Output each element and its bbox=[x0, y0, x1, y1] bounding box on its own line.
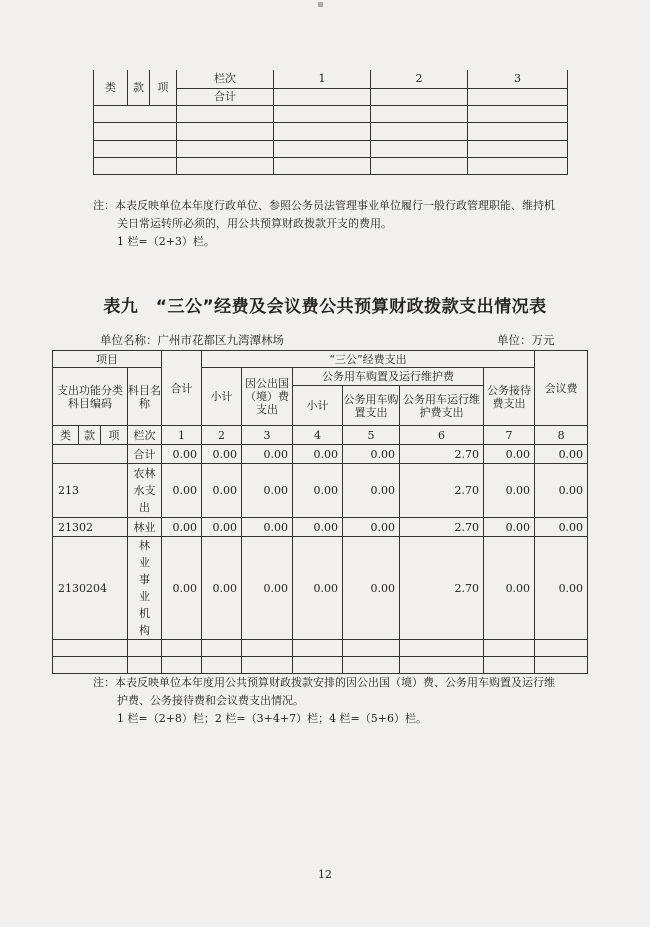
name-cell: 合计 bbox=[128, 445, 162, 464]
col-number: 8 bbox=[535, 426, 588, 445]
header-yingong: 因公出国（境）费支出 bbox=[242, 368, 293, 426]
note-line: 护费、公务接待费和会议费支出情况。 bbox=[117, 694, 304, 707]
note-line: 1 栏=（2+3）栏。 bbox=[117, 235, 215, 248]
value-cell: 0.00 bbox=[293, 537, 343, 640]
header-xiang: 项 bbox=[101, 426, 128, 445]
value-cell: 0.00 bbox=[242, 537, 293, 640]
header-xiangmu: 项目 bbox=[53, 351, 162, 368]
table-row bbox=[53, 657, 588, 674]
col-number: 1 bbox=[162, 426, 202, 445]
header-kuan: 款 bbox=[79, 426, 101, 445]
value-cell: 0.00 bbox=[162, 445, 202, 464]
col-number: 6 bbox=[400, 426, 484, 445]
value-cell: 2.70 bbox=[400, 537, 484, 640]
table-8-note bbox=[93, 197, 583, 251]
name-cell: 林业 bbox=[128, 518, 162, 537]
header-xiaoji: 小计 bbox=[202, 368, 242, 426]
note-line: 1 栏=（2+8）栏；2 栏=（3+4+7）栏；4 栏=（5+6）栏。 bbox=[117, 712, 427, 725]
value-cell: 0.00 bbox=[202, 445, 242, 464]
value-cell: 0.00 bbox=[293, 518, 343, 537]
table-9-note bbox=[93, 674, 593, 728]
value-cell: 0.00 bbox=[484, 464, 535, 518]
table-row bbox=[94, 105, 568, 122]
value-cell: 0.00 bbox=[343, 537, 400, 640]
value-cell: 0.00 bbox=[535, 445, 588, 464]
value-cell: 0.00 bbox=[484, 518, 535, 537]
empty-cell bbox=[371, 88, 468, 105]
value-cell: 0.00 bbox=[242, 445, 293, 464]
value-cell: 0.00 bbox=[242, 464, 293, 518]
col-number: 5 bbox=[343, 426, 400, 445]
col-number: 3 bbox=[242, 426, 293, 445]
value-cell: 0.00 bbox=[343, 518, 400, 537]
value-cell: 0.00 bbox=[484, 537, 535, 640]
value-cell: 2.70 bbox=[400, 464, 484, 518]
value-cell: 0.00 bbox=[202, 518, 242, 537]
note-line: 注：本表反映单位本年度行政单位、参照公务员法管理事业单位履行一般行政管理职能、维持机 bbox=[93, 199, 555, 212]
header-sangong: “三公”经费支出 bbox=[202, 351, 535, 368]
scan-mark bbox=[318, 2, 323, 7]
header-lanci: 栏次 bbox=[177, 70, 274, 88]
page-number: 12 bbox=[318, 868, 332, 881]
table-9 bbox=[52, 350, 588, 674]
value-cell: 0.00 bbox=[162, 464, 202, 518]
table-9-title: 表九 “三公”经费及会议费公共预算财政拨款支出情况表 bbox=[103, 297, 547, 317]
note-line: 关日常运转所必须的，用公共预算财政拨款开支的费用。 bbox=[117, 217, 392, 230]
table-row bbox=[53, 464, 588, 518]
table-row bbox=[53, 640, 588, 657]
header-lei: 类 bbox=[53, 426, 79, 445]
header-col-1: 1 bbox=[274, 70, 371, 88]
value-cell: 0.00 bbox=[202, 464, 242, 518]
value-cell: 0.00 bbox=[162, 518, 202, 537]
header-yunxing: 公务用车运行维护费支出 bbox=[400, 386, 484, 426]
value-cell: 0.00 bbox=[535, 464, 588, 518]
value-cell: 0.00 bbox=[242, 518, 293, 537]
code-cell: 213 bbox=[53, 464, 128, 518]
col-number: 4 bbox=[293, 426, 343, 445]
value-cell: 0.00 bbox=[202, 537, 242, 640]
header-heji: 合计 bbox=[162, 351, 202, 426]
empty-cell bbox=[274, 88, 371, 105]
header-lanci: 栏次 bbox=[128, 426, 162, 445]
value-cell: 0.00 bbox=[343, 445, 400, 464]
header-xiaoji-2: 小计 bbox=[293, 386, 343, 426]
name-cell: 农林水支出 bbox=[128, 464, 162, 518]
header-jiedai: 公务接待费支出 bbox=[484, 368, 535, 426]
header-gouzhi: 公务用车购置支出 bbox=[343, 386, 400, 426]
col-number: 2 bbox=[202, 426, 242, 445]
header-gongwuyongche: 公务用车购置及运行维护费 bbox=[293, 368, 484, 386]
table-row bbox=[53, 537, 588, 640]
name-cell: 林业事业机构 bbox=[128, 537, 162, 640]
header-kemu: 科目名称 bbox=[128, 368, 162, 426]
value-cell: 0.00 bbox=[535, 518, 588, 537]
code-cell: 2130204 bbox=[53, 537, 128, 640]
table-row bbox=[53, 518, 588, 537]
unit-name: 单位名称：广州市花都区九湾潭林场 bbox=[100, 333, 284, 347]
value-cell: 0.00 bbox=[535, 537, 588, 640]
table-row bbox=[53, 445, 588, 464]
header-heji: 合计 bbox=[177, 88, 274, 105]
col-number: 7 bbox=[484, 426, 535, 445]
header-xiang: 项 bbox=[150, 70, 177, 105]
table-row bbox=[94, 140, 568, 157]
empty-cell bbox=[468, 88, 568, 105]
value-cell: 0.00 bbox=[343, 464, 400, 518]
header-kuan: 款 bbox=[128, 70, 150, 105]
value-cell: 2.70 bbox=[400, 518, 484, 537]
unit-label: 单位：万元 bbox=[497, 333, 555, 347]
header-col-2: 2 bbox=[371, 70, 468, 88]
header-lei: 类 bbox=[94, 70, 128, 105]
value-cell: 0.00 bbox=[293, 445, 343, 464]
value-cell: 0.00 bbox=[162, 537, 202, 640]
table-8 bbox=[93, 70, 568, 175]
code-cell: 21302 bbox=[53, 518, 128, 537]
code-cell bbox=[53, 445, 128, 464]
header-zhichu: 支出功能分类科目编码 bbox=[53, 368, 128, 426]
table-row bbox=[94, 157, 568, 174]
value-cell: 0.00 bbox=[484, 445, 535, 464]
note-line: 注：本表反映单位本年度用公共预算财政拨款安排的因公出国（境）费、公务用车购置及运行维 bbox=[93, 676, 555, 689]
value-cell: 2.70 bbox=[400, 445, 484, 464]
header-col-3: 3 bbox=[468, 70, 568, 88]
value-cell: 0.00 bbox=[293, 464, 343, 518]
table-row bbox=[94, 122, 568, 140]
header-huiyi: 会议费 bbox=[535, 351, 588, 426]
